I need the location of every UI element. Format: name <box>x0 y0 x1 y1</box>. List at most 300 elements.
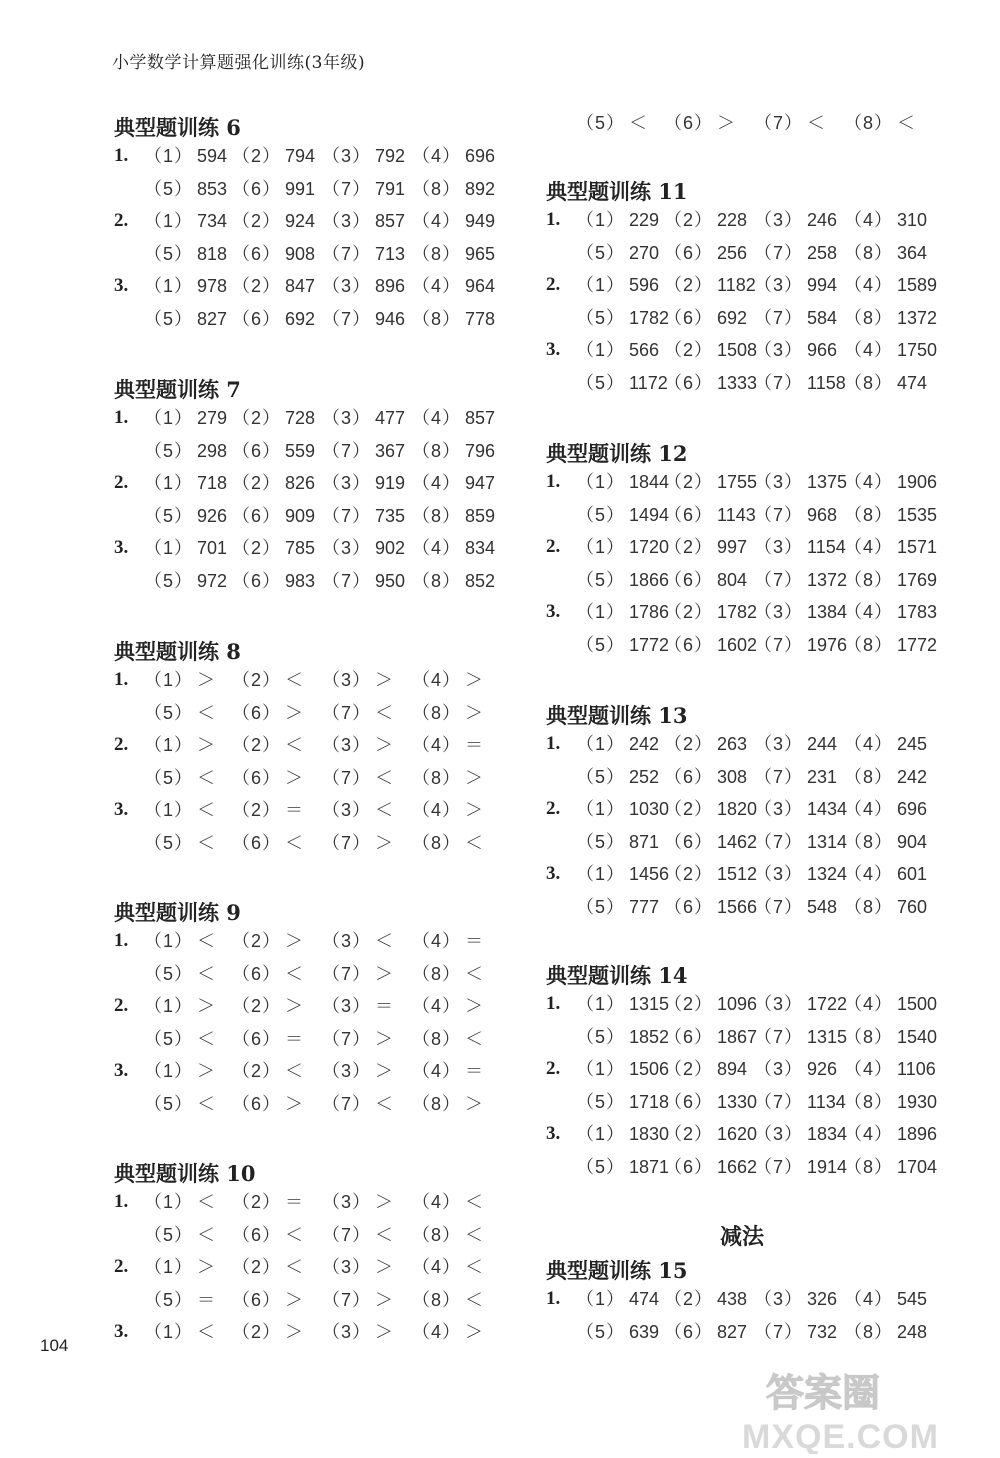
answer-value: 1783 <box>897 602 938 623</box>
answer-item <box>844 1054 936 1084</box>
answer-value: ＜ <box>285 1257 304 1278</box>
answer-index: （2） <box>664 1059 714 1080</box>
answer-value: ＜ <box>375 767 394 788</box>
answer-value: 1154 <box>807 537 846 558</box>
answer-item <box>322 1220 393 1250</box>
answer-index: （7） <box>754 569 804 590</box>
answer-item <box>844 597 937 627</box>
answer-value: 1333 <box>717 373 758 393</box>
answer-value: 1375 <box>807 472 848 492</box>
answer-index: （1） <box>144 1257 194 1278</box>
answer-value: 1096 <box>717 994 758 1014</box>
answer-item <box>664 1087 757 1117</box>
answer-item <box>144 271 227 301</box>
answer-value: 859 <box>465 505 496 526</box>
answer-item <box>232 1285 303 1315</box>
answer-item <box>412 1285 483 1315</box>
answer-index: （6） <box>664 373 714 393</box>
answer-value: 548 <box>807 897 838 917</box>
answer-value: 308 <box>717 766 748 787</box>
answer-index: （2） <box>232 538 282 559</box>
answer-index: （2） <box>232 670 282 690</box>
answer-index: （2） <box>664 210 714 230</box>
answer-item <box>144 991 215 1021</box>
answer-index: （6） <box>664 1091 714 1112</box>
answer-value: 231 <box>807 766 838 787</box>
answer-item <box>232 566 315 596</box>
answer-item <box>664 1152 757 1182</box>
answer-index: （1） <box>144 538 194 559</box>
answer-value: ＞ <box>285 1322 304 1343</box>
answer-value: 1786 <box>629 602 670 623</box>
answer-value: 950 <box>375 571 406 591</box>
question-number: 2. <box>546 798 561 820</box>
answer-index: （7） <box>322 309 372 329</box>
answer-value: 777 <box>629 897 660 917</box>
answer-value: ＜ <box>375 1224 394 1245</box>
answer-item <box>144 1024 215 1054</box>
answer-index: （5） <box>144 767 194 788</box>
answer-index: （1） <box>576 602 626 623</box>
answer-value: 1906 <box>897 472 938 492</box>
answer-index: （1） <box>144 1061 194 1082</box>
answer-item <box>576 1054 669 1084</box>
answer-value: 1330 <box>717 1091 758 1112</box>
answer-index: （8） <box>412 1094 462 1114</box>
answer-value: ＜ <box>465 1224 484 1245</box>
answer-value: 246 <box>807 210 838 230</box>
answer-index: （6） <box>664 1157 714 1177</box>
answer-value: ＞ <box>285 702 304 723</box>
answer-value: 1535 <box>897 504 938 525</box>
answer-value: 949 <box>465 211 496 232</box>
answer-index: （5） <box>144 309 194 329</box>
answer-value: 735 <box>375 505 406 526</box>
answer-item <box>664 630 757 660</box>
answer-index: （6） <box>664 1026 714 1047</box>
answer-index: （1） <box>576 1289 626 1309</box>
answer-item <box>844 335 937 365</box>
answer-item <box>144 1252 215 1282</box>
answer-value: ＜ <box>197 963 216 984</box>
page-header-title: 小学数学计算题强化训练(3年级) <box>112 53 366 73</box>
answer-index: （6） <box>664 307 714 328</box>
answer-value: 1571 <box>897 537 938 558</box>
answer-value: 1976 <box>807 635 848 655</box>
answer-item <box>412 206 495 236</box>
answer-index: （1） <box>576 864 626 885</box>
answer-item <box>844 1152 937 1182</box>
answer-item <box>232 665 303 695</box>
answer-index: （1） <box>144 931 194 951</box>
answer-index: （8） <box>844 113 894 133</box>
answer-item <box>664 892 757 922</box>
answer-value: 1030 <box>629 799 670 820</box>
answer-value: 1540 <box>897 1026 938 1047</box>
answer-item <box>576 1087 669 1117</box>
answer-index: （1） <box>576 1124 626 1145</box>
answer-item <box>412 1056 483 1086</box>
answer-index: （3） <box>322 1061 372 1082</box>
question-number: 1. <box>546 1288 561 1309</box>
answer-index: （7） <box>754 373 804 393</box>
answer-item <box>664 205 747 235</box>
answer-item <box>322 698 393 728</box>
answer-index: （4） <box>412 1257 462 1278</box>
answer-index: （4） <box>844 602 894 623</box>
answer-value: 1182 <box>717 275 756 296</box>
answer-index: （6） <box>232 963 282 984</box>
answer-item <box>144 141 227 171</box>
answer-value: 692 <box>285 309 316 329</box>
answer-index: （5） <box>144 1028 194 1049</box>
answer-value: 1866 <box>629 569 670 590</box>
answer-index: （4） <box>412 538 462 559</box>
answer-item <box>412 174 495 204</box>
answer-value: ＞ <box>465 670 484 690</box>
answer-value: ＞ <box>285 931 304 951</box>
answer-index: （2） <box>664 799 714 820</box>
answer-value: 1782 <box>629 307 670 328</box>
answer-index: （5） <box>144 1289 194 1310</box>
answer-index: （5） <box>144 1094 194 1114</box>
answer-item <box>664 467 757 497</box>
answer-item <box>844 827 927 857</box>
answer-index: （6） <box>232 309 282 329</box>
answer-index: （3） <box>754 799 804 820</box>
answer-index: （1） <box>144 211 194 232</box>
section-title: 典型题训练 13 <box>546 703 688 728</box>
answer-value: 474 <box>897 373 928 393</box>
watermark-logo-graphic <box>740 1362 990 1454</box>
answer-index: （2） <box>232 800 282 821</box>
answer-index: （4） <box>844 275 894 296</box>
answer-item <box>576 238 659 268</box>
answer-index: （6） <box>232 833 282 853</box>
answer-item <box>576 335 659 365</box>
question-number: 2. <box>114 210 129 232</box>
answer-index: （1） <box>144 1322 194 1343</box>
answer-index: （8） <box>844 1026 894 1047</box>
answer-value: 1867 <box>717 1026 758 1047</box>
answer-value: 566 <box>629 340 660 361</box>
answer-index: （2） <box>664 1289 714 1309</box>
answer-index: （1） <box>576 210 626 230</box>
answer-item <box>412 959 483 989</box>
answer-index: （7） <box>322 1094 372 1114</box>
answer-value: 474 <box>629 1289 660 1309</box>
answer-value: 1782 <box>717 602 758 623</box>
answer-index: （7） <box>754 897 804 917</box>
answer-value: 760 <box>897 897 928 917</box>
answer-item <box>412 828 483 858</box>
answer-index: （1） <box>576 537 626 558</box>
answer-index: （7） <box>322 440 372 461</box>
answer-value: ＜ <box>285 670 304 690</box>
answer-value: 1372 <box>807 569 848 590</box>
answer-item <box>144 1089 215 1119</box>
answer-value: 991 <box>285 178 316 199</box>
question-number: 1. <box>546 471 561 492</box>
answer-value: ＝ <box>465 1061 484 1082</box>
answer-item <box>232 533 315 563</box>
answer-value: ＜ <box>285 1224 304 1245</box>
answer-value: 545 <box>897 1289 928 1309</box>
answer-index: （8） <box>412 178 462 199</box>
answer-index: （2） <box>232 408 282 428</box>
answer-item <box>144 763 215 793</box>
answer-item <box>322 828 393 858</box>
answer-item <box>144 1285 215 1315</box>
answer-value: ＞ <box>375 1257 394 1278</box>
answer-item <box>322 501 405 531</box>
answer-value: 871 <box>629 831 660 852</box>
answer-index: （2） <box>664 1124 714 1145</box>
answer-item <box>754 270 837 300</box>
answer-index: （4） <box>844 210 894 230</box>
answer-item <box>322 239 405 269</box>
answer-value: 1134 <box>807 1091 846 1112</box>
answer-value: ＜ <box>197 702 216 723</box>
answer-item <box>144 501 227 531</box>
answer-value: ＜ <box>197 1028 216 1049</box>
answer-value: ＜ <box>465 1257 484 1278</box>
answer-index: （6） <box>664 766 714 787</box>
answer-value: 326 <box>807 1289 838 1309</box>
question-number: 3. <box>546 339 561 361</box>
answer-index: （3） <box>322 211 372 232</box>
answer-index: （4） <box>844 340 894 361</box>
question-number: 3. <box>114 537 129 559</box>
section-title: 典型题训练 9 <box>114 900 241 925</box>
answer-item <box>232 436 315 466</box>
answer-item <box>322 141 405 171</box>
answer-index: （4） <box>844 994 894 1014</box>
answer-index: （3） <box>322 1322 372 1343</box>
answer-index: （4） <box>412 735 462 756</box>
answer-value: 244 <box>807 734 838 754</box>
answer-value: 692 <box>717 307 748 328</box>
answer-item <box>576 630 669 660</box>
answer-index: （4） <box>412 1322 462 1343</box>
answer-item <box>664 335 757 365</box>
answer-index: （2） <box>232 735 282 756</box>
question-number: 1. <box>114 1191 129 1212</box>
answer-item <box>576 1317 659 1347</box>
answer-item <box>322 566 405 596</box>
answer-item <box>576 762 659 792</box>
answer-index: （2） <box>664 994 714 1014</box>
answer-index: （2） <box>232 996 282 1017</box>
answer-item <box>576 1022 669 1052</box>
answer-item <box>412 566 495 596</box>
answer-index: （6） <box>232 1289 282 1310</box>
answer-item <box>754 1087 846 1117</box>
answer-index: （3） <box>322 276 372 297</box>
answer-item <box>412 1187 483 1217</box>
answer-value: ＞ <box>375 963 394 984</box>
answer-value: 909 <box>285 505 316 526</box>
answer-value: 778 <box>465 309 496 329</box>
answer-value: ＞ <box>375 1061 394 1082</box>
answer-index: （2） <box>232 146 282 166</box>
answer-item <box>754 532 846 562</box>
answer-value: 248 <box>897 1321 928 1342</box>
answer-item <box>412 1317 483 1347</box>
answer-index: （8） <box>412 1289 462 1310</box>
answer-index: （8） <box>412 702 462 723</box>
answer-index: （4） <box>844 864 894 885</box>
answer-item <box>664 762 747 792</box>
category-heading: 减法 <box>720 1224 765 1250</box>
answer-value: 310 <box>897 210 928 230</box>
answer-item <box>232 403 315 433</box>
answer-item <box>412 501 495 531</box>
answer-item <box>144 239 227 269</box>
answer-value: 1662 <box>717 1157 758 1177</box>
answer-index: （6） <box>232 1094 282 1114</box>
answer-value: 965 <box>465 243 496 264</box>
answer-index: （4） <box>412 670 462 690</box>
answer-value: ＞ <box>285 1094 304 1114</box>
answer-item <box>232 271 315 301</box>
question-number: 1. <box>546 209 561 230</box>
answer-value: 1508 <box>717 340 758 361</box>
answer-value: ＝ <box>285 1028 304 1049</box>
answer-value: ＞ <box>717 113 736 133</box>
answer-item <box>664 1317 747 1347</box>
answer-item <box>576 303 669 333</box>
answer-index: （7） <box>322 178 372 199</box>
answer-index: （2） <box>664 472 714 492</box>
answer-item <box>754 892 837 922</box>
answer-value: 1314 <box>807 831 848 852</box>
answer-value: 804 <box>717 569 748 590</box>
answer-index: （8） <box>844 504 894 525</box>
answer-value: 258 <box>807 242 838 263</box>
answer-value: 978 <box>197 276 228 297</box>
answer-item <box>576 368 668 398</box>
answer-item <box>664 1284 747 1314</box>
answer-value: 1456 <box>629 864 670 885</box>
answer-item <box>754 303 837 333</box>
answer-value: ＜ <box>465 1028 484 1049</box>
answer-index: （4） <box>412 146 462 166</box>
answer-index: （5） <box>144 963 194 984</box>
answer-item <box>232 730 303 760</box>
answer-value: 1769 <box>897 569 938 590</box>
answer-index: （7） <box>754 504 804 525</box>
answer-index: （6） <box>232 1224 282 1245</box>
answer-value: 1871 <box>629 1157 670 1177</box>
answer-item <box>664 500 756 530</box>
answer-index: （3） <box>754 994 804 1014</box>
answer-item <box>144 698 215 728</box>
question-number: 2. <box>546 1058 561 1080</box>
answer-item <box>664 108 735 138</box>
answer-item <box>232 1056 303 1086</box>
answer-index: （5） <box>576 242 626 263</box>
answer-item <box>754 794 847 824</box>
answer-index: （7） <box>754 831 804 852</box>
answer-value: ＝ <box>465 931 484 951</box>
answer-item <box>664 270 756 300</box>
answer-value: ＝ <box>285 1192 304 1212</box>
answer-item <box>844 729 927 759</box>
answer-item <box>322 1187 393 1217</box>
answer-index: （1） <box>576 340 626 361</box>
answer-item <box>322 533 405 563</box>
answer-index: （1） <box>144 735 194 756</box>
answer-value: 896 <box>375 276 406 297</box>
answer-value: 1372 <box>897 307 938 328</box>
answer-index: （1） <box>144 473 194 494</box>
answer-item <box>576 565 669 595</box>
answer-item <box>754 1054 837 1084</box>
answer-item <box>322 206 405 236</box>
answer-value: 926 <box>197 505 228 526</box>
question-number: 1. <box>114 145 129 166</box>
answer-value: ＜ <box>465 833 484 853</box>
answer-item <box>754 827 847 857</box>
answer-index: （6） <box>664 504 714 525</box>
answer-index: （5） <box>576 766 626 787</box>
answer-index: （1） <box>144 996 194 1017</box>
answer-item <box>232 304 315 334</box>
answer-index: （8） <box>844 307 894 328</box>
answer-item <box>754 729 837 759</box>
answer-index: （6） <box>232 702 282 723</box>
answer-item <box>412 304 495 334</box>
answer-item <box>844 794 927 824</box>
answer-value: 1602 <box>717 635 758 655</box>
answer-index: （7） <box>322 702 372 723</box>
answer-value: 818 <box>197 243 228 264</box>
answer-value: 279 <box>197 408 228 428</box>
section-title: 典型题训练 8 <box>114 639 241 664</box>
answer-value: 696 <box>897 799 928 820</box>
answer-value: 1820 <box>717 799 758 820</box>
answer-index: （3） <box>322 1192 372 1212</box>
question-number: 3. <box>546 601 561 623</box>
answer-value: 1158 <box>807 373 846 393</box>
answer-value: ＞ <box>375 1192 394 1212</box>
answer-value: 827 <box>717 1321 748 1342</box>
answer-value: ＝ <box>285 800 304 821</box>
answer-value: ＞ <box>197 1061 216 1082</box>
answer-item <box>844 270 937 300</box>
answer-item <box>322 1056 393 1086</box>
answer-index: （3） <box>754 734 804 754</box>
answer-index: （7） <box>322 571 372 591</box>
answer-index: （6） <box>664 113 714 133</box>
answer-index: （3） <box>754 275 804 296</box>
answer-value: 256 <box>717 242 748 263</box>
answer-index: （7） <box>322 1224 372 1245</box>
answer-value: 1494 <box>629 504 670 525</box>
answer-value: ＜ <box>197 1094 216 1114</box>
section-title: 典型题训练 6 <box>114 115 241 140</box>
answer-index: （1） <box>144 146 194 166</box>
answer-index: （6） <box>664 569 714 590</box>
answer-item <box>576 1119 669 1149</box>
answer-index: （8） <box>412 963 462 984</box>
answer-index: （3） <box>754 472 804 492</box>
answer-value: ＞ <box>465 702 484 723</box>
answer-value: 1500 <box>897 994 938 1014</box>
answer-index: （1） <box>144 1192 194 1212</box>
answer-index: （7） <box>322 1028 372 1049</box>
